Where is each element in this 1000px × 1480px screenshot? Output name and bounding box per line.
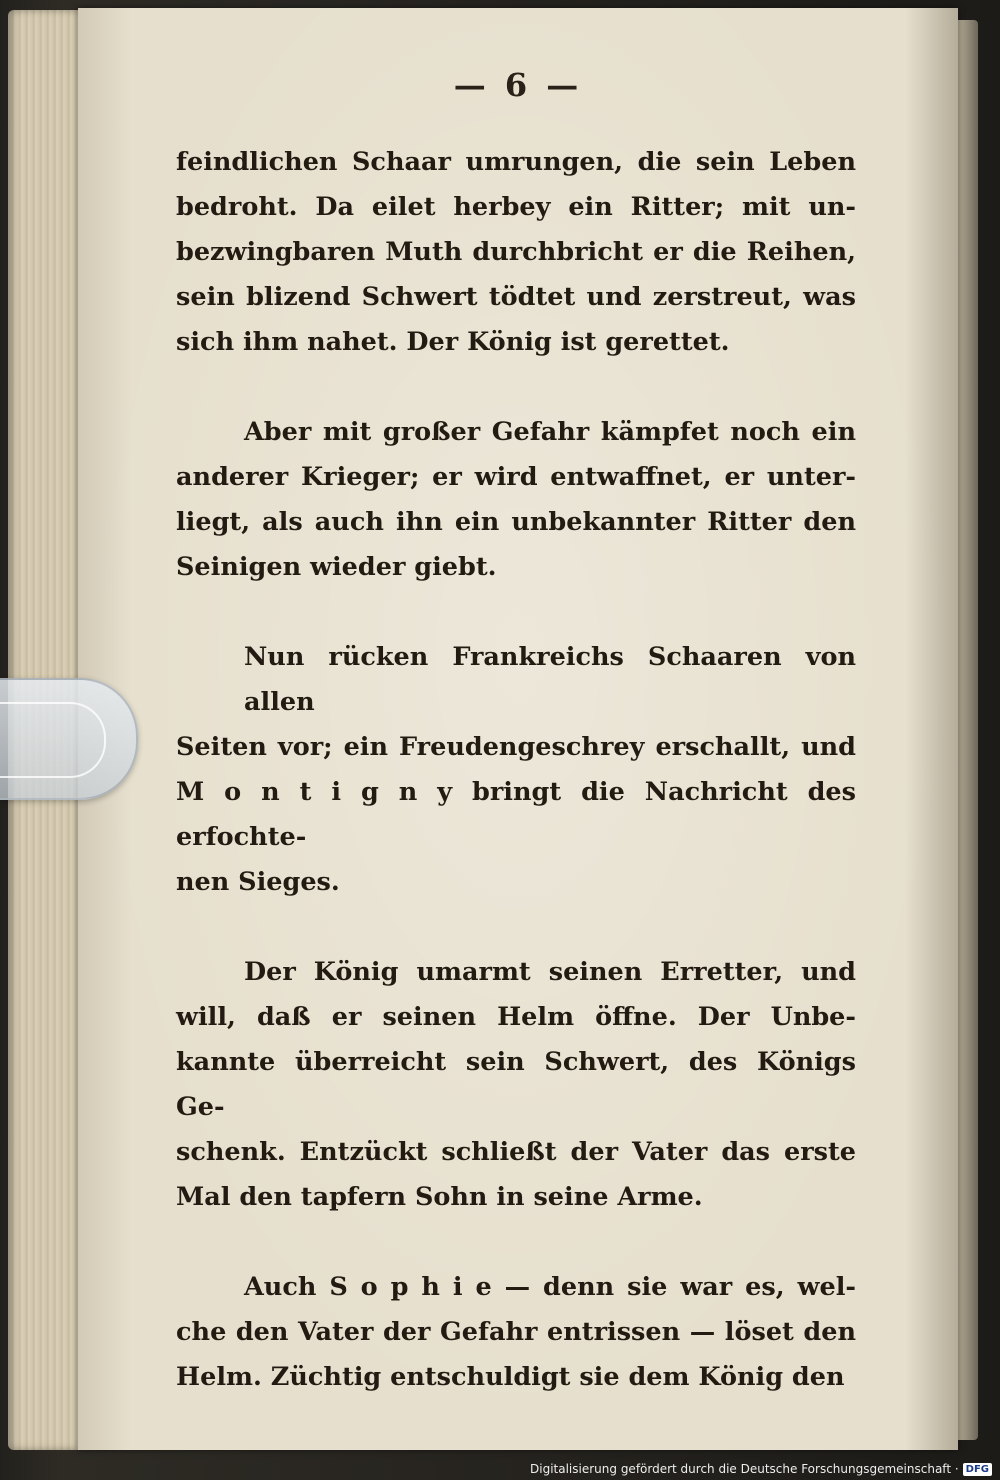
page-clip-inner [0, 702, 106, 778]
footer-credit [530, 1462, 992, 1476]
page-text [176, 140, 856, 1400]
text-line: feindlichen Schaar umrungen, die sein Leben [176, 147, 856, 177]
text-line: Der König umarmt seinen Erretter, und [244, 957, 856, 987]
paragraph [176, 410, 856, 590]
page-number: — 6 — [453, 66, 583, 104]
text-line: Nun rücken Frankreichs Schaaren von allen [244, 642, 856, 717]
text-line: Seiten vor; ein Freudengeschrey erschallt, und [176, 732, 856, 762]
text-line: schenk. Entzückt schließt der Vater das erste [176, 1137, 856, 1167]
dfg-logo: DFG [963, 1463, 992, 1476]
text-line: anderer Krieger; er wird entwaffnet, er unter- [176, 462, 856, 492]
text-line: Mal den tapfern Sohn in seine Arme. [176, 1182, 703, 1212]
text-line: sein blizend Schwert tödtet und zerstreut, was [176, 282, 856, 312]
paragraph [176, 635, 856, 905]
paragraph [176, 950, 856, 1220]
text-line: Seinigen wieder giebt. [176, 552, 497, 582]
text-line: bezwingbaren Muth durchbricht er die Reihen, [176, 237, 856, 267]
footer-credit-text: Digitalisierung gefördert durch die Deutsche Forschungsgemeinschaft · [530, 1462, 959, 1476]
text-line: liegt, als auch ihn ein unbekannter Ritter den [176, 507, 856, 537]
text-line: M o n t i g n y bringt die Nachricht des erfochte- [176, 777, 856, 852]
text-line: che den Vater der Gefahr entrissen — löset den [176, 1317, 856, 1347]
text-line: nen Sieges. [176, 867, 340, 897]
paragraph [176, 1265, 856, 1400]
text-line: kannte überreicht sein Schwert, des Königs Ge- [176, 1047, 856, 1122]
paragraph [176, 140, 856, 365]
text-line: Helm. Züchtig entschuldigt sie dem König den [176, 1362, 845, 1392]
text-line: will, daß er seinen Helm öffne. Der Unbe- [176, 1002, 856, 1032]
page-clip-holder [0, 678, 138, 800]
text-line: sich ihm nahet. Der König ist gerettet. [176, 327, 730, 357]
text-line: Auch S o p h i e — denn sie war es, wel- [244, 1272, 856, 1302]
text-line: bedroht. Da eilet herbey ein Ritter; mit un- [176, 192, 856, 222]
text-line: Aber mit großer Gefahr kämpfet noch ein [244, 417, 856, 447]
